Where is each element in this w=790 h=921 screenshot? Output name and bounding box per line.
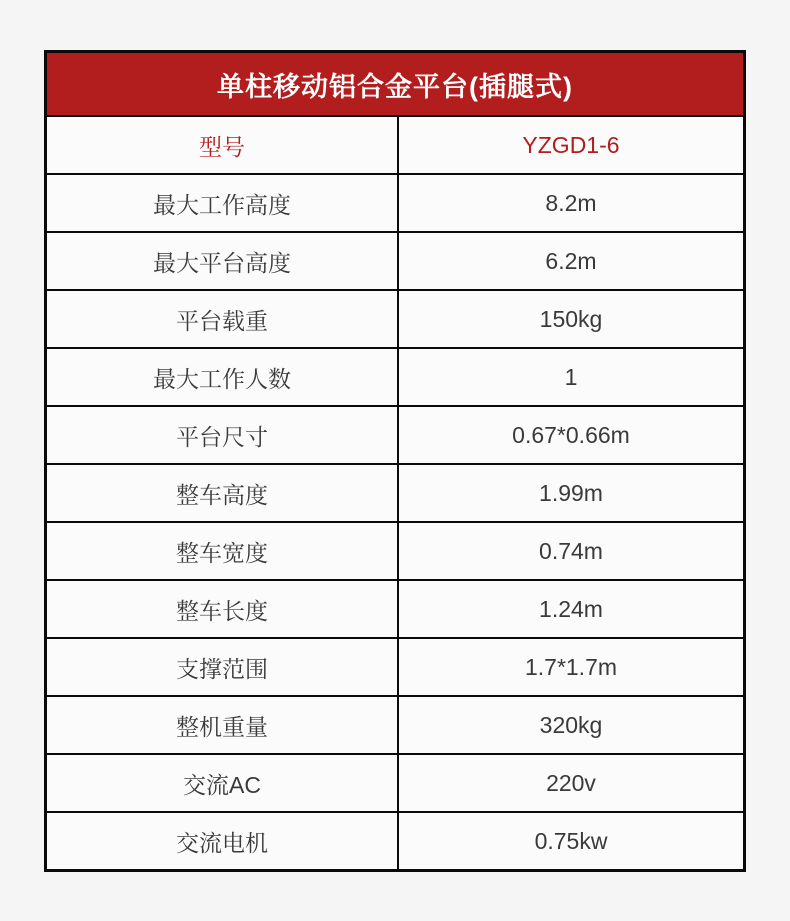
spec-label: 支撑范围 bbox=[47, 639, 399, 695]
spec-value: 8.2m bbox=[545, 189, 597, 216]
spec-value: 320kg bbox=[539, 711, 603, 738]
spec-table bbox=[44, 50, 746, 872]
spec-value: 220v bbox=[546, 769, 596, 796]
spec-value: 1.24m bbox=[539, 595, 603, 622]
table-row bbox=[47, 115, 743, 173]
table-row bbox=[47, 347, 743, 405]
spec-label: 最大平台高度 bbox=[47, 233, 399, 289]
spec-value: 6.2m bbox=[545, 247, 597, 274]
spec-value: 0.67*0.66m bbox=[512, 421, 630, 448]
spec-label: 整机重量 bbox=[47, 697, 399, 753]
spec-label: 最大工作高度 bbox=[47, 175, 399, 231]
spec-value: YZGD1-6 bbox=[522, 131, 620, 158]
spec-label: 最大工作人数 bbox=[47, 349, 399, 405]
spec-label: 平台载重 bbox=[47, 291, 399, 347]
table-row bbox=[47, 695, 743, 753]
table-row bbox=[47, 811, 743, 869]
table-rows bbox=[47, 115, 743, 869]
spec-label: 型号 bbox=[47, 117, 399, 173]
spec-label: 整车高度 bbox=[47, 465, 399, 521]
table-row bbox=[47, 637, 743, 695]
table-row bbox=[47, 579, 743, 637]
table-row bbox=[47, 753, 743, 811]
spec-label: 交流电机 bbox=[47, 813, 399, 869]
table-title: 单柱移动铝合金平台(插腿式) bbox=[47, 53, 743, 115]
spec-value: 1.7*1.7m bbox=[524, 653, 618, 680]
table-row bbox=[47, 173, 743, 231]
spec-label: 整车长度 bbox=[47, 581, 399, 637]
spec-label: 平台尺寸 bbox=[47, 407, 399, 463]
spec-value: 1.99m bbox=[539, 479, 603, 506]
table-row bbox=[47, 289, 743, 347]
table-row bbox=[47, 231, 743, 289]
table-row bbox=[47, 521, 743, 579]
spec-label: 交流AC bbox=[47, 755, 399, 811]
spec-value: 150kg bbox=[539, 305, 603, 332]
table-row bbox=[47, 405, 743, 463]
spec-label: 整车宽度 bbox=[47, 523, 399, 579]
spec-value: 1 bbox=[564, 363, 578, 390]
spec-value: 0.74m bbox=[539, 537, 603, 564]
table-row bbox=[47, 463, 743, 521]
spec-value: 0.75kw bbox=[534, 827, 608, 854]
